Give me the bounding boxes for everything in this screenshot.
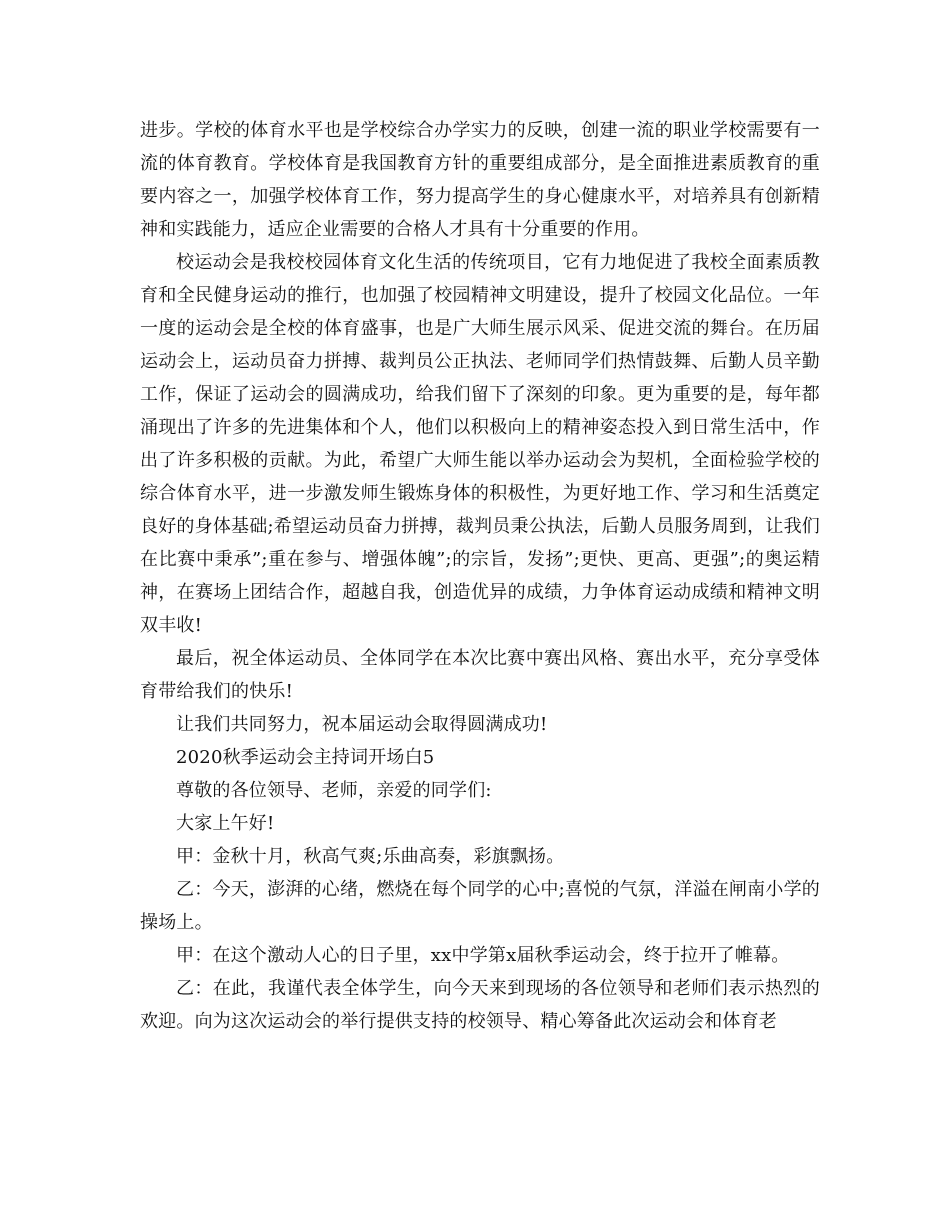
dialogue-yi-1: 乙：今天，澎湃的心绪，燃烧在每个同学的心中;喜悦的气氛，洋溢在闸南小学的操场上。 [140,879,820,933]
greeting-line: 尊敬的各位领导、老师，亲爱的同学们: [176,780,492,801]
document-body [140,114,820,1038]
paragraph-3: 最后，祝全体运动员、全体同学在本次比赛中赛出风格、赛出水平，充分享受体育带给我们的快乐! [140,648,820,702]
dialogue-jia-1: 甲：金秋十月，秋高气爽;乐曲高奏，彩旗飘扬。 [176,846,565,867]
dialogue-yi-2: 乙：在此，我谨代表全体学生，向今天来到现场的各位领导和老师们表示热烈的欢迎。向为这次运动会的举行提供支持的校领导、精心筹备此次运动会和体育老 [140,978,820,1032]
section-heading: 2020秋季运动会主持词开场白5 [176,747,435,768]
paragraph-2: 校运动会是我校校园体育文化生活的传统项目，它有力地促进了我校全面素质教育和全民健身运动的推行，也加强了校园精神文明建设，提升了校园文化品位。一年一度的运动会是全校的体育盛事，也是广大师生展示风采、促进交流的舞台。在历届运动会上，运动员奋力拼搏、裁判员公正执法、老师同学们热情鼓舞、后勤人员辛勤工作，保证了运动会的圆满成功，给我们留下了深刻的印象。更为重要的是，每年都涌现出了许多的先进集体和个人，他们以积极向上的精神姿态投入到日常生活中，作出了许多积极的贡献。为此，希望广大师生能以举办运动会为契机，全面检验学校的综合体育水平，进一步激发师生锻炼身体的积极性，为更好地工作、学习和生活奠定良好的身体基础;希望运动员奋力拼搏，裁判员秉公执法，后勤人员服务周到，让我们在比赛中秉承”;重在参与、增强体魄”;的宗旨，发扬”;更快、更高、更强”;的奥运精神，在赛场上团结合作，超越自我，创造优异的成绩，力争体育运动成绩和精神文明双丰收! [140,252,820,636]
paragraph-4: 让我们共同努力，祝本届运动会取得圆满成功! [176,714,548,735]
paragraph-1: 进步。学校的体育水平也是学校综合办学实力的反映，创建一流的职业学校需要有一流的体育教育。学校体育是我国教育方针的重要组成部分，是全面推进素质教育的重要内容之一，加强学校体育工作，努力提高学生的身心健康水平，对培养具有创新精神和实践能力，适应企业需要的合格人才具有十分重要的作用。 [140,120,820,240]
dialogue-jia-2: 甲：在这个激动人心的日子里，xx中学第x届秋季运动会，终于拉开了帷幕。 [176,945,790,966]
paragraph-7: 大家上午好! [176,813,275,834]
